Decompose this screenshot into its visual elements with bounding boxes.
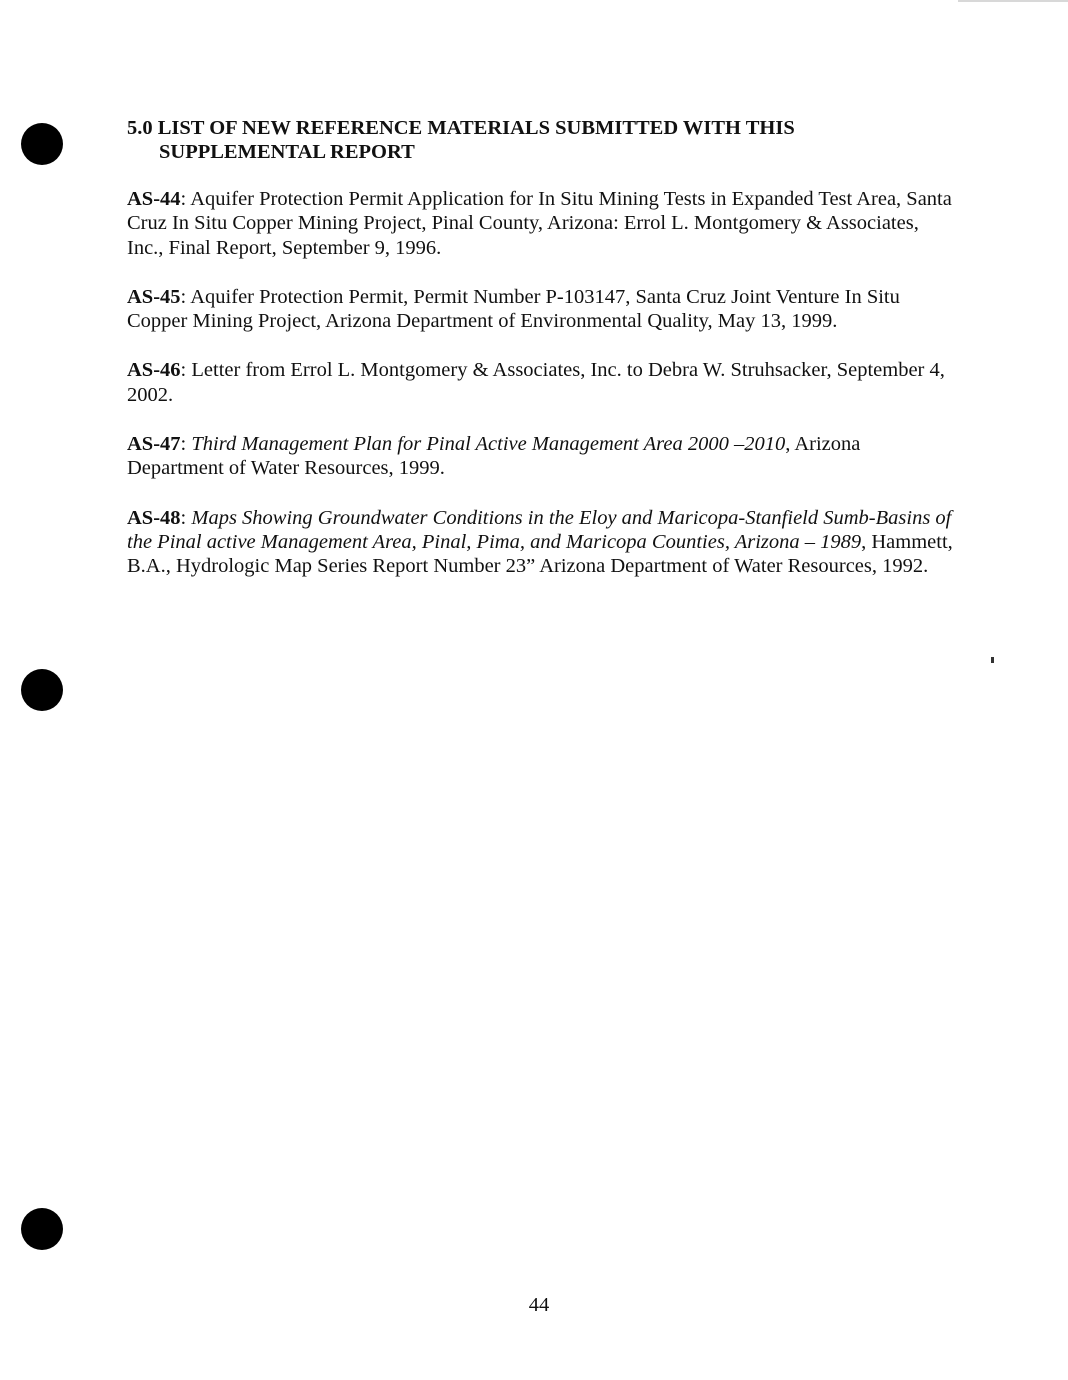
binder-hole-top	[21, 123, 63, 165]
scan-speck	[991, 657, 994, 663]
reference-as-47	[127, 432, 957, 481]
reference-as-45	[127, 285, 957, 334]
page-number: 44	[528, 1294, 550, 1316]
reference-title: Third Management Plan for Pinal Active Management Area 2000 –2010	[191, 433, 786, 456]
reference-code: AS-48	[127, 506, 181, 529]
binder-hole-middle	[21, 669, 63, 711]
reference-title: Maps Showing Groundwater Conditions in the Eloy and Maricopa-Stanfield Sumb-Basins of the Pinal active Management Area, Pinal, Pima, and Maricopa Counties, Arizona – 1989	[127, 506, 952, 553]
reference-text: Aquifer Protection Permit Application for In Situ Mining Tests in Expanded Test Area, Santa Cruz In Situ Copper Mining Project, Pinal County, Arizona: Errol L. Montgomery & Associates, Inc., Final Report, September 9, 1996.	[127, 188, 952, 259]
reference-code: AS-44	[127, 188, 181, 210]
reference-separator: :	[180, 285, 191, 308]
page-content	[127, 116, 957, 604]
section-heading-line1: 5.0 LIST OF NEW REFERENCE MATERIALS SUBMITTED WITH THIS	[127, 117, 795, 139]
reference-text: Aquifer Protection Permit, Permit Number P-103147, Santa Cruz Joint Venture In Situ Copper Mining Project, Arizona Department of Environmental Quality, May 13, 1999.	[127, 285, 900, 333]
scan-edge-line	[958, 0, 1068, 2]
reference-as-46	[127, 358, 957, 407]
reference-text: , Arizona Department of Water Resources, 1999.	[127, 433, 861, 480]
reference-separator: :	[180, 433, 192, 456]
reference-code: AS-45	[127, 285, 181, 308]
reference-as-48	[127, 506, 957, 579]
reference-separator: :	[180, 188, 191, 210]
reference-text: , Hammett, B.A., Hydrologic Map Series Report Number 23” Arizona Department of Water Resources, 1992.	[127, 530, 953, 578]
reference-code: AS-47	[127, 433, 181, 456]
section-heading	[127, 116, 957, 164]
reference-separator: :	[180, 359, 192, 382]
reference-separator: :	[180, 506, 192, 529]
reference-code: AS-46	[127, 359, 181, 382]
binder-hole-bottom	[21, 1208, 63, 1250]
reference-text: Letter from Errol L. Montgomery & Associates, Inc. to Debra W. Struhsacker, September 4, 2002.	[127, 359, 945, 406]
section-heading-line2: SUPPLEMENTAL REPORT	[159, 141, 415, 163]
reference-as-44	[127, 187, 957, 260]
